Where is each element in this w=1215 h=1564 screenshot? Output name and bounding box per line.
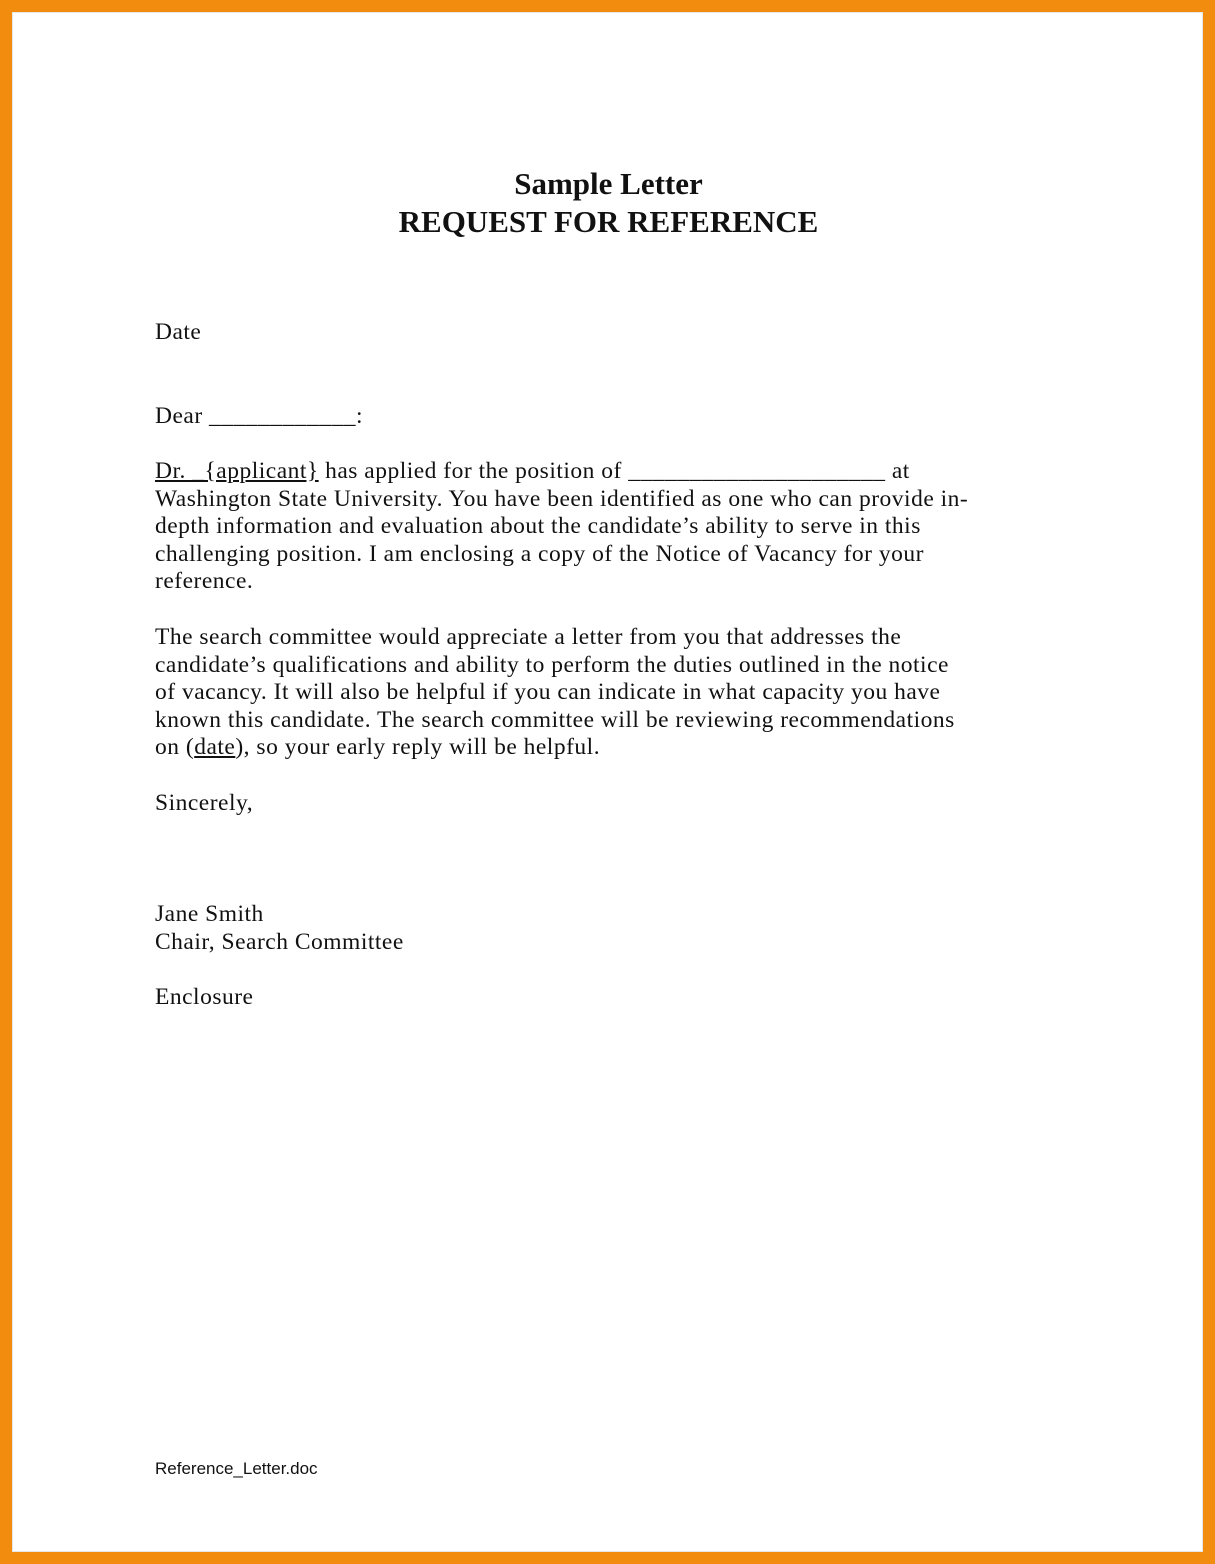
paragraph-1-line-1 xyxy=(155,458,1075,486)
paragraph-1-line-5: reference. xyxy=(155,568,254,594)
position-text: has applied for the position of _____________________ at xyxy=(318,458,910,484)
applicant-placeholder: {applicant} xyxy=(204,458,319,484)
applicant-prefix: Dr. _ xyxy=(155,458,205,484)
closing-block xyxy=(155,790,1075,818)
paragraph-2 xyxy=(155,624,1075,762)
letter-heading xyxy=(13,165,1204,241)
letter-page xyxy=(12,12,1203,1552)
paragraph-1-line-2: Washington State University. You have been identified as one who can provide in- xyxy=(155,485,969,512)
paragraph-2-line-1: The search committee would appreciate a letter from you that addresses the xyxy=(155,624,902,650)
reply-prefix: on ( xyxy=(155,734,195,760)
date-placeholder: date xyxy=(194,734,236,760)
enclosure-note: Enclosure xyxy=(155,984,254,1010)
footer-filename: Reference_Letter.doc xyxy=(155,1459,318,1478)
letter-title: Sample Letter xyxy=(514,166,703,201)
paragraph-2-line-2: candidate’s qualifications and ability to perform the duties outlined in the notice xyxy=(155,651,949,678)
signature-block xyxy=(155,901,1075,956)
date-line xyxy=(155,319,1075,347)
reply-suffix: ), so your early reply will be helpful. xyxy=(235,734,601,760)
closing: Sincerely, xyxy=(155,790,254,816)
salutation: Dear ____________: xyxy=(155,403,364,429)
paragraph-2-line-5 xyxy=(155,734,1075,762)
paragraph-1-line-4: challenging position. I am enclosing a copy of the Notice of Vacancy for your xyxy=(155,540,924,567)
letter-subtitle: REQUEST FOR REFERENCE xyxy=(398,204,819,239)
paragraph-1-line-3: depth information and evaluation about the candidate’s ability to serve in this xyxy=(155,513,921,539)
signer-name: Jane Smith xyxy=(155,901,264,927)
paragraph-2-line-4: known this candidate. The search committee will be reviewing recommendations xyxy=(155,706,955,733)
paragraph-2-line-3: of vacancy. It will also be helpful if you can indicate in what capacity you have xyxy=(155,679,941,705)
paragraph-1 xyxy=(155,458,1075,596)
date-label: Date xyxy=(155,319,202,345)
signer-title: Chair, Search Committee xyxy=(155,928,404,955)
salutation-block xyxy=(155,403,1075,431)
enclosure-block xyxy=(155,984,1075,1012)
